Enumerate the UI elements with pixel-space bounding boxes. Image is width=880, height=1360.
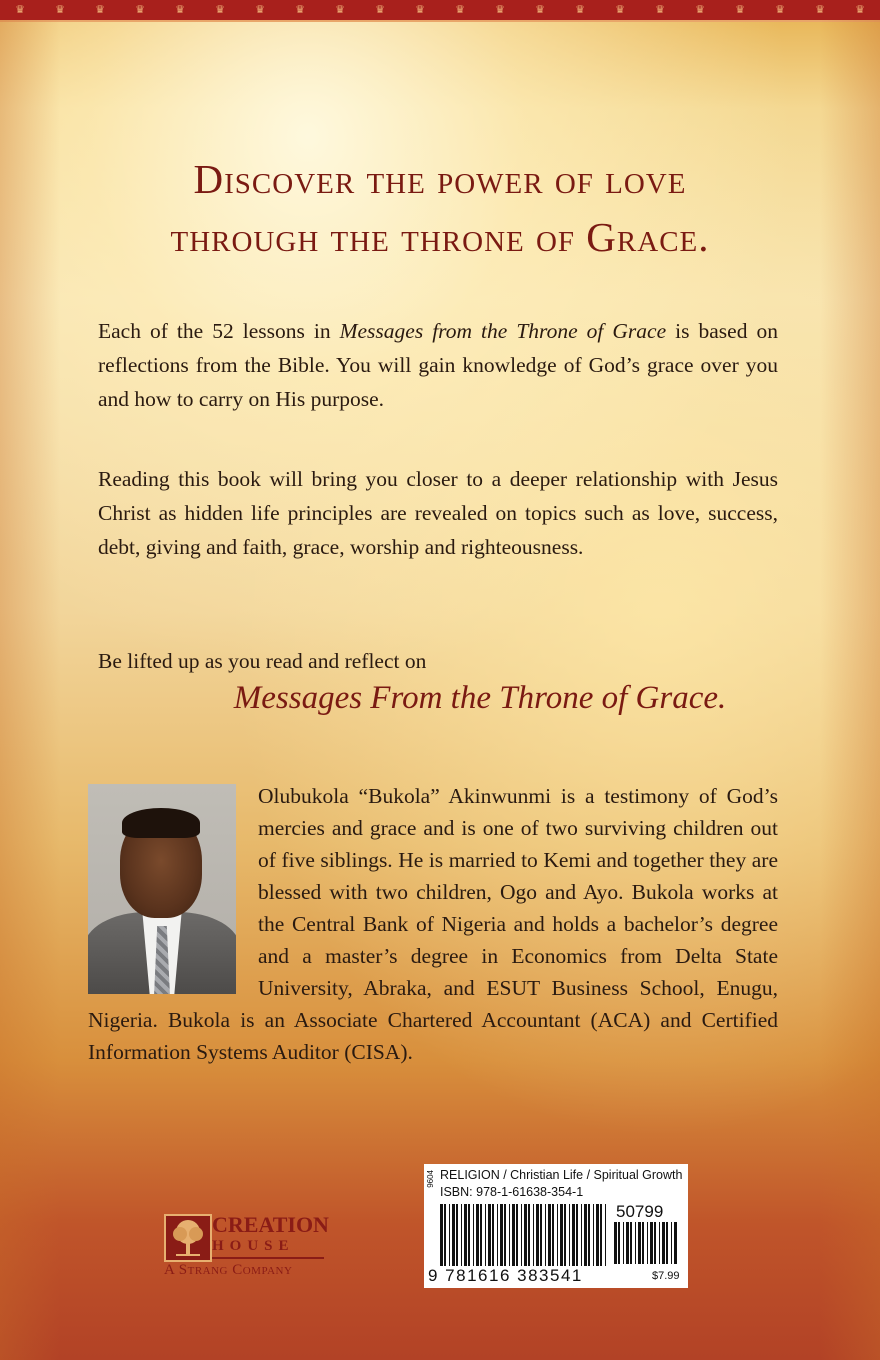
barcode-bar: [635, 1222, 636, 1264]
publisher-name: CREATION: [212, 1212, 329, 1237]
barcode-code: 9604: [426, 1170, 435, 1188]
barcode-bar: [662, 1222, 665, 1264]
barcode-bar: [659, 1222, 660, 1264]
barcode-bar: [468, 1204, 470, 1266]
barcode-bar: [456, 1204, 458, 1266]
barcode-bar: [614, 1222, 617, 1264]
isbn-barcode: [440, 1204, 606, 1266]
crown-icon: ♛: [775, 3, 785, 16]
author-bio: Olubukola “Bukola” Akinwunmi is a testimony of God’s mercies and grace and is one of two surviving children out of five siblings. He is married to Kemi and together they are blessed with two children, Ogo and Ayo. Bukola works at the Central Bank of Nigeria and holds a bachelor’s degree and a master’s degree in Economics from Delta State University, Abraka, and ESUT Business School, Enugu, Nigeria. Bukola is an Associate Chartered Accountant (ACA) and Certified Information Systems Auditor (CISA).: [88, 784, 778, 1064]
barcode-bar: [536, 1204, 539, 1266]
barcode-bar: [584, 1204, 587, 1266]
crown-icon: ♛: [415, 3, 425, 16]
crown-icon: ♛: [855, 3, 865, 16]
crown-icon: ♛: [215, 3, 225, 16]
barcode-digits: 9 781616 383541: [428, 1266, 583, 1285]
addon-barcode: [614, 1222, 678, 1264]
barcode-bar: [464, 1204, 467, 1266]
barcode-bar: [473, 1204, 474, 1266]
barcode-bar: [540, 1204, 542, 1266]
barcode-bar: [605, 1204, 606, 1266]
barcode-bar: [618, 1222, 620, 1264]
crown-icon: ♛: [295, 3, 305, 16]
barcode-bar: [552, 1204, 554, 1266]
barcode-addon-number: 50799: [616, 1202, 664, 1221]
barcode-bar: [500, 1204, 503, 1266]
crown-icon: ♛: [175, 3, 185, 16]
barcode-bar: [557, 1204, 558, 1266]
crown-icon: ♛: [95, 3, 105, 16]
crown-icon: ♛: [615, 3, 625, 16]
barcode-price: $7.99: [652, 1270, 680, 1282]
intro-p1-start: Each of the 52 lessons in: [98, 319, 340, 343]
crown-icon: ♛: [15, 3, 25, 16]
book-title: Messages From the Throne of Grace.: [233, 680, 727, 716]
intro-p1-end: is based on reflections from the Bible. You will gain knowledge of God’s grace over you and how to carry on His purpose.: [98, 319, 778, 411]
publisher-company: A Strang Company: [164, 1262, 293, 1278]
author-bio-block: [88, 780, 778, 1068]
crown-icon: ♛: [455, 3, 465, 16]
barcode-bar: [581, 1204, 582, 1266]
crown-icon: ♛: [335, 3, 345, 16]
decorative-crown-border: [0, 0, 880, 22]
crown-icon: ♛: [135, 3, 145, 16]
bio-photo-spacer: [88, 780, 258, 1002]
barcode-bar: [452, 1204, 455, 1266]
barcode-bar: [512, 1204, 515, 1266]
barcode-bar: [666, 1222, 668, 1264]
publisher-house: HOUSE: [212, 1238, 295, 1254]
crown-icon: ♛: [815, 3, 825, 16]
barcode-bar: [533, 1204, 534, 1266]
barcode-bar: [528, 1204, 530, 1266]
barcode-bar: [492, 1204, 494, 1266]
barcode-bar: [674, 1222, 677, 1264]
intro-paragraph-3: Be lifted up as you read and reflect on: [98, 649, 427, 673]
headline-line-1: Discover the power of love: [193, 156, 687, 202]
publisher-rule: [212, 1257, 324, 1259]
barcode-bar: [524, 1204, 527, 1266]
barcode-bar: [623, 1222, 624, 1264]
barcode-bar: [650, 1222, 653, 1264]
barcode-bar: [626, 1222, 629, 1264]
barcode-bar: [480, 1204, 482, 1266]
barcode-bar: [596, 1204, 599, 1266]
intro-paragraph-1: [98, 314, 778, 416]
barcode-bar: [588, 1204, 590, 1266]
headline: [0, 150, 880, 266]
barcode-bar: [654, 1222, 656, 1264]
intro-paragraph-2: Reading this book will bring you closer to a deeper relationship with Jesus Christ as hidden life principles are revealed on topics such as love, success, debt, giving and faith, grace, worship and righteousness.: [98, 467, 778, 559]
barcode-bar: [576, 1204, 578, 1266]
barcode-bar: [521, 1204, 522, 1266]
barcode-bar: [488, 1204, 491, 1266]
barcode-bar: [647, 1222, 648, 1264]
tree-icon: [164, 1214, 212, 1262]
barcode-category: RELIGION / Christian Life / Spiritual Growth: [440, 1168, 683, 1182]
barcode-bar: [516, 1204, 518, 1266]
crown-icon: ♛: [695, 3, 705, 16]
crown-icon: ♛: [655, 3, 665, 16]
barcode-bar: [509, 1204, 510, 1266]
barcode-bar: [630, 1222, 632, 1264]
barcode-bar: [449, 1204, 450, 1266]
publisher-logo: [160, 1210, 340, 1290]
barcode-bar: [642, 1222, 644, 1264]
barcode-bar: [638, 1222, 641, 1264]
barcode-bar: [476, 1204, 479, 1266]
barcode-bar: [545, 1204, 546, 1266]
barcode-bar: [440, 1204, 443, 1266]
barcode-bar: [569, 1204, 570, 1266]
barcode-bar: [671, 1222, 672, 1264]
barcode-bar: [504, 1204, 506, 1266]
crown-icon: ♛: [735, 3, 745, 16]
barcode-bar: [593, 1204, 594, 1266]
barcode-bar: [564, 1204, 566, 1266]
intro-p1-title: Messages from the Throne of Grace: [339, 319, 667, 343]
barcode-bar: [497, 1204, 498, 1266]
barcode-bar: [572, 1204, 575, 1266]
barcode-isbn: ISBN: 978-1-61638-354-1: [440, 1185, 584, 1199]
crown-icon: ♛: [575, 3, 585, 16]
barcode-bar: [560, 1204, 563, 1266]
barcode-bar: [461, 1204, 462, 1266]
barcode-bar: [600, 1204, 602, 1266]
crown-icon: ♛: [55, 3, 65, 16]
crown-icon: ♛: [535, 3, 545, 16]
headline-line-2: through the throne of Grace.: [170, 214, 710, 260]
barcode-bar: [485, 1204, 486, 1266]
crown-icon: ♛: [375, 3, 385, 16]
barcode-panel: [424, 1164, 688, 1288]
crown-icon: ♛: [255, 3, 265, 16]
barcode-bar: [548, 1204, 551, 1266]
barcode-bar: [444, 1204, 446, 1266]
crown-icon: ♛: [495, 3, 505, 16]
